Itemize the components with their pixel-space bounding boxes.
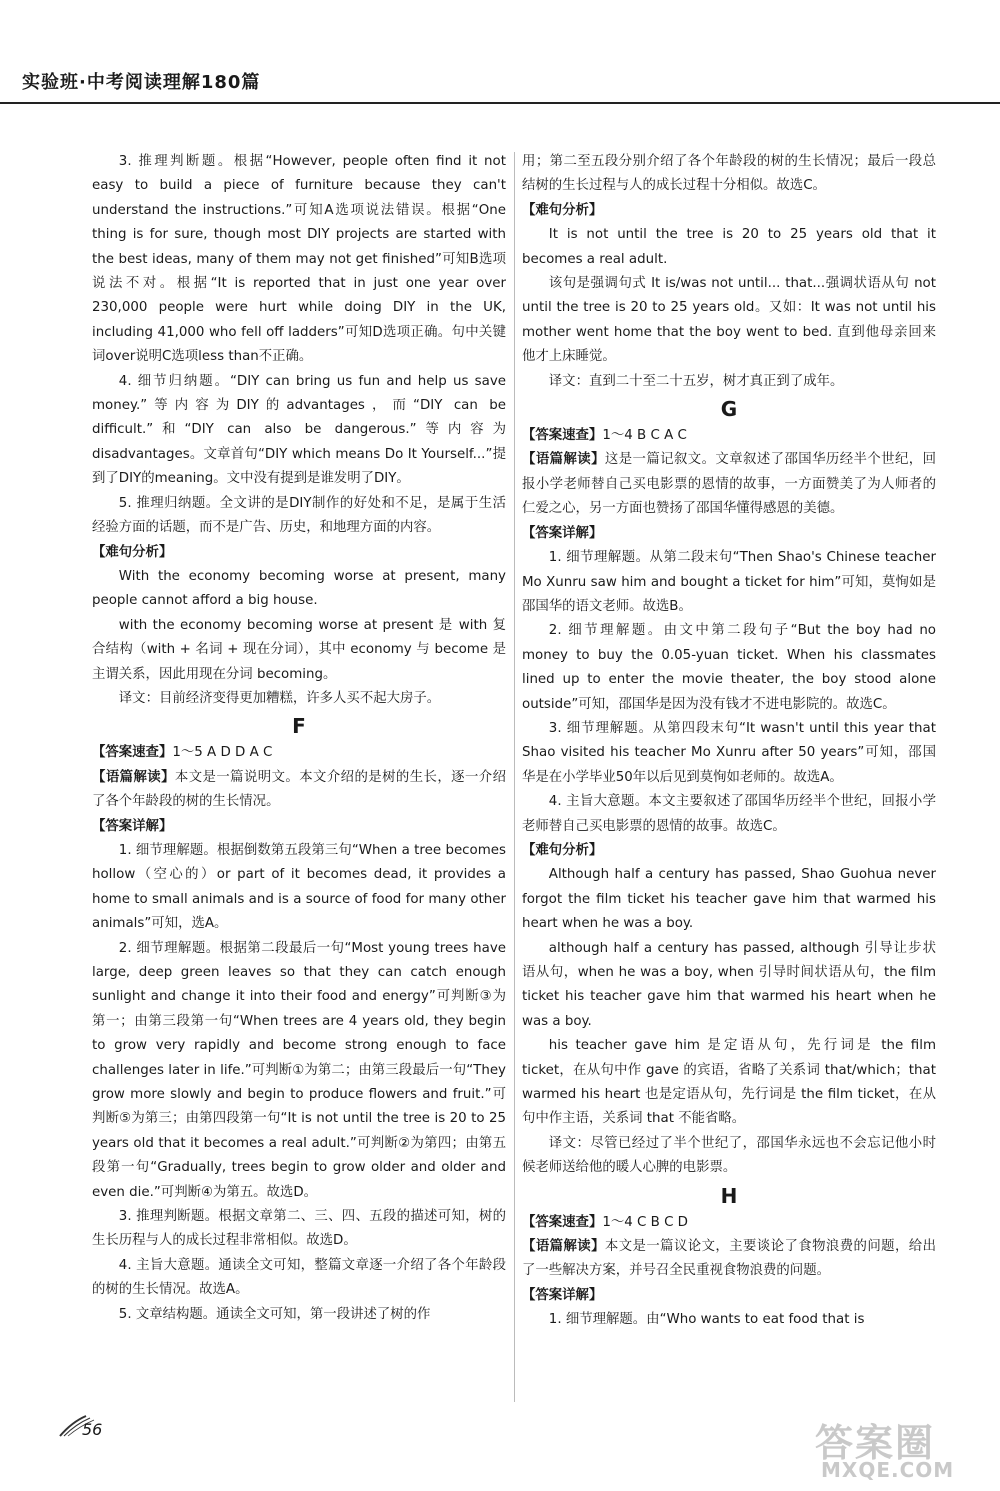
paragraph: with the economy becoming worse at present 是 with 复合结构（with + 名词 + 现在分词），其中 economy 与 become 是主谓关系，因此用现在分词 becoming。 bbox=[92, 617, 506, 682]
section-tag: 【答案速查】 bbox=[522, 1214, 603, 1230]
paragraph: 1. 细节理解题。从第二段末句“Then Shao's Chinese teacher Mo Xunru saw him and bought a ticket for him”可知，莫恂如是邵国华的语文老师。故选B。 bbox=[522, 550, 936, 614]
header-rule bbox=[0, 102, 1000, 104]
tagged-line-text: 本文是一篇说明文。本文介绍的是树的生长，逐一介绍了各个年龄段的树的生长情况。 bbox=[92, 769, 507, 810]
page-number: 56 bbox=[82, 1420, 103, 1439]
tagged-line bbox=[92, 766, 506, 815]
section-letter: F bbox=[292, 714, 306, 739]
tagged-line bbox=[522, 424, 936, 448]
paragraph: 该句是强调句式 It is/was not until... that...强调状语从句 not until the tree is 20 to 25 years old。又如：It was not until his mother went home that the boy went to bed. 直到他母亲回来他才上床睡觉。 bbox=[522, 276, 936, 365]
tagged-line bbox=[522, 1235, 936, 1284]
section-tag: 【答案详解】 bbox=[92, 818, 173, 834]
paragraph: 2. 细节理解题。由文中第二段句子“But the boy had no money to buy the 0.05-yuan ticket. When his classmates lined up to enter the movie theater, the boy stood alone outside”可知，邵国华是因为没有钱才不进电影院的。故选C。 bbox=[522, 623, 936, 712]
section-tag: 【答案详解】 bbox=[522, 525, 603, 541]
section-letter: H bbox=[720, 1183, 738, 1208]
tagged-line-text: 本文是一篇议论文，主要谈论了食物浪费的问题，给出了一些解决方案，并号召全民重视食物浪费的问题。 bbox=[522, 1239, 937, 1279]
paragraph: It is not until the tree is 20 to 25 years old that it becomes a real adult. bbox=[522, 227, 936, 267]
right-column bbox=[522, 150, 936, 1333]
paragraph: With the economy becoming worse at present, many people cannot afford a big house. bbox=[92, 568, 506, 609]
paragraph: 1. 细节理解题。根据倒数第五段第三句“When a tree becomes hollow（空心的）or part of it becomes dead, it provides a home to small animals and is a source of food for many other animals”可知，选A。 bbox=[92, 842, 506, 932]
paragraph: 3. 推理判断题。根据文章第二、三、四、五段的描述可知，树的生长历程与人的成长过程非常相似。故选D。 bbox=[92, 1209, 506, 1249]
section-tag: 【难句分析】 bbox=[522, 202, 603, 218]
paragraph: 3. 细节理解题。从第四段末句“It wasn't until this year that Shao visited his teacher Mo Xunru after 50 years”可知，邵国华是在小学毕业50年以后见到莫恂如老师的。故选A。 bbox=[522, 720, 936, 785]
paragraph: 译文：目前经济变得更加糟糕，许多人买不起大房子。 bbox=[118, 690, 441, 706]
column-divider bbox=[514, 152, 515, 1402]
paragraph: Although half a century has passed, Shao Guohua never forgot the film ticket his teacher gave him that warmed his heart when he was a boy. bbox=[522, 867, 936, 932]
section-tag: 【语篇解读】 bbox=[92, 769, 175, 785]
paragraph: 3. 推理判断题。根据“However, people often find it not easy to build a piece of furniture because they can't understand the instructions.”可知A选项说法错误。根据“One thing is for sure, though most DIY projects are started with the best ideas, many of them may not get finished”可知B选项说法不对。根据“It is reported that in just one year over 230,000 people were hurt while doing DIY in the UK, including 41,000 who fell off ladders”可知D选项正确。句中关键词over说明C选项less than不正确。 bbox=[92, 154, 506, 365]
paragraph: 5. 推理归纳题。全文讲的是DIY制作的好处和不足，是属于生活经验方面的话题，而不是广告、历史，和地理方面的内容。 bbox=[92, 495, 506, 536]
section-tag: 【语篇解读】 bbox=[522, 1239, 605, 1255]
paragraph: 译文：直到二十至二十五岁，树才真正到了成年。 bbox=[548, 373, 844, 389]
paragraph: his teacher gave him 是定语从句，先行词是 the film ticket，在从句中作 gave 的宾语，省略了关系词 that/which；that warmed his heart 也是定语从句，先行词是 the film ticket，在从句中作主语，关系词 that 不能省略。 bbox=[522, 1038, 936, 1127]
paragraph: 译文：尽管已经过了半个世纪了，邵国华永远也不会忘记他小时候老师送给他的暖人心脾的电影票。 bbox=[522, 1135, 936, 1176]
section-tag: 【语篇解读】 bbox=[522, 452, 605, 468]
section-tag: 【难句分析】 bbox=[92, 544, 173, 560]
paragraph: 用；第二至五段分别介绍了各个年龄段的树的生长情况；最后一段总结树的生长过程与人的成长过程十分相似。故选C。 bbox=[522, 154, 936, 194]
tagged-line bbox=[522, 1211, 936, 1235]
paragraph: 4. 细节归纳题。“DIY can bring us fun and help us save money.”等内容为DIY的advantages，而“DIY can be difficult.”和“DIY can also be dangerous.”等内容为disadvantages。文章首句“DIY which means Do It Yourself...”提到了DIY的meaning。文中没有提到是谁发明了DIY。 bbox=[92, 373, 506, 487]
paragraph: 1. 细节理解题。由“Who wants to eat food that is bbox=[548, 1312, 865, 1328]
page-header: 实验班·中考阅读理解180篇 bbox=[22, 72, 261, 93]
paragraph: 4. 主旨大意题。本文主要叙述了邵国华历经半个世纪，回报小学老师替自己买电影票的恩情的故事。故选C。 bbox=[522, 794, 936, 834]
section-tag: 【答案详解】 bbox=[522, 1287, 603, 1303]
watermark-logo: 答案圈 MXQE.COM bbox=[815, 1421, 955, 1482]
section-letter: G bbox=[720, 397, 738, 422]
tagged-line-text: 1～4 C B C D bbox=[602, 1214, 688, 1230]
paragraph: 4. 主旨大意题。通读全文可知，整篇文章逐一介绍了各个年龄段的树的生长情况。故选A。 bbox=[92, 1257, 506, 1298]
tagged-line bbox=[522, 448, 936, 521]
section-tag: 【答案速查】 bbox=[522, 428, 603, 444]
tagged-line bbox=[92, 741, 506, 765]
tagged-line-text: 这是一篇记叙文。文章叙述了邵国华历经半个世纪，回报小学老师替自己买电影票的恩情的故事，一方面赞美了为人师者的仁爱之心，另一方面也赞扬了邵国华懂得感恩的美德。 bbox=[522, 452, 937, 517]
paragraph: 2. 细节理解题。根据第二段最后一句“Most young trees have large, deep green leaves so that they can catch enough sunlight and change it into their food and energy”可判断③为第一；由第三段第一句“When trees are 4 years old, they begin to grow very rapidly and become strong enough to face challenges later in life.”可判断①为第二；由第三段最后一句“They grow more slowly and begin to produce flowers and fruit.”可判断⑤为第三；由第四段第一句“It is not until the tree is 20 to 25 years old that it becomes a real adult.”可判断②为第四；由第五段第一句“Gradually, trees begin to grow older and older and even die.”可判断④为第五。故选D。 bbox=[92, 940, 506, 1200]
section-tag: 【难句分析】 bbox=[522, 842, 603, 858]
tagged-line-text: 1～5 A D D A C bbox=[172, 745, 273, 761]
section-tag: 【答案速查】 bbox=[92, 745, 173, 761]
left-column bbox=[92, 150, 506, 1327]
paragraph: 5. 文章结构题。通读全文可知，第一段讲述了树的作 bbox=[118, 1306, 431, 1322]
paragraph: although half a century has passed, although 引导让步状语从句，when he was a boy, when 引导时间状语从句，the film ticket his teacher gave him that warmed his heart when he was a boy. bbox=[522, 940, 936, 1029]
tagged-line-text: 1～4 B C A C bbox=[602, 428, 687, 444]
